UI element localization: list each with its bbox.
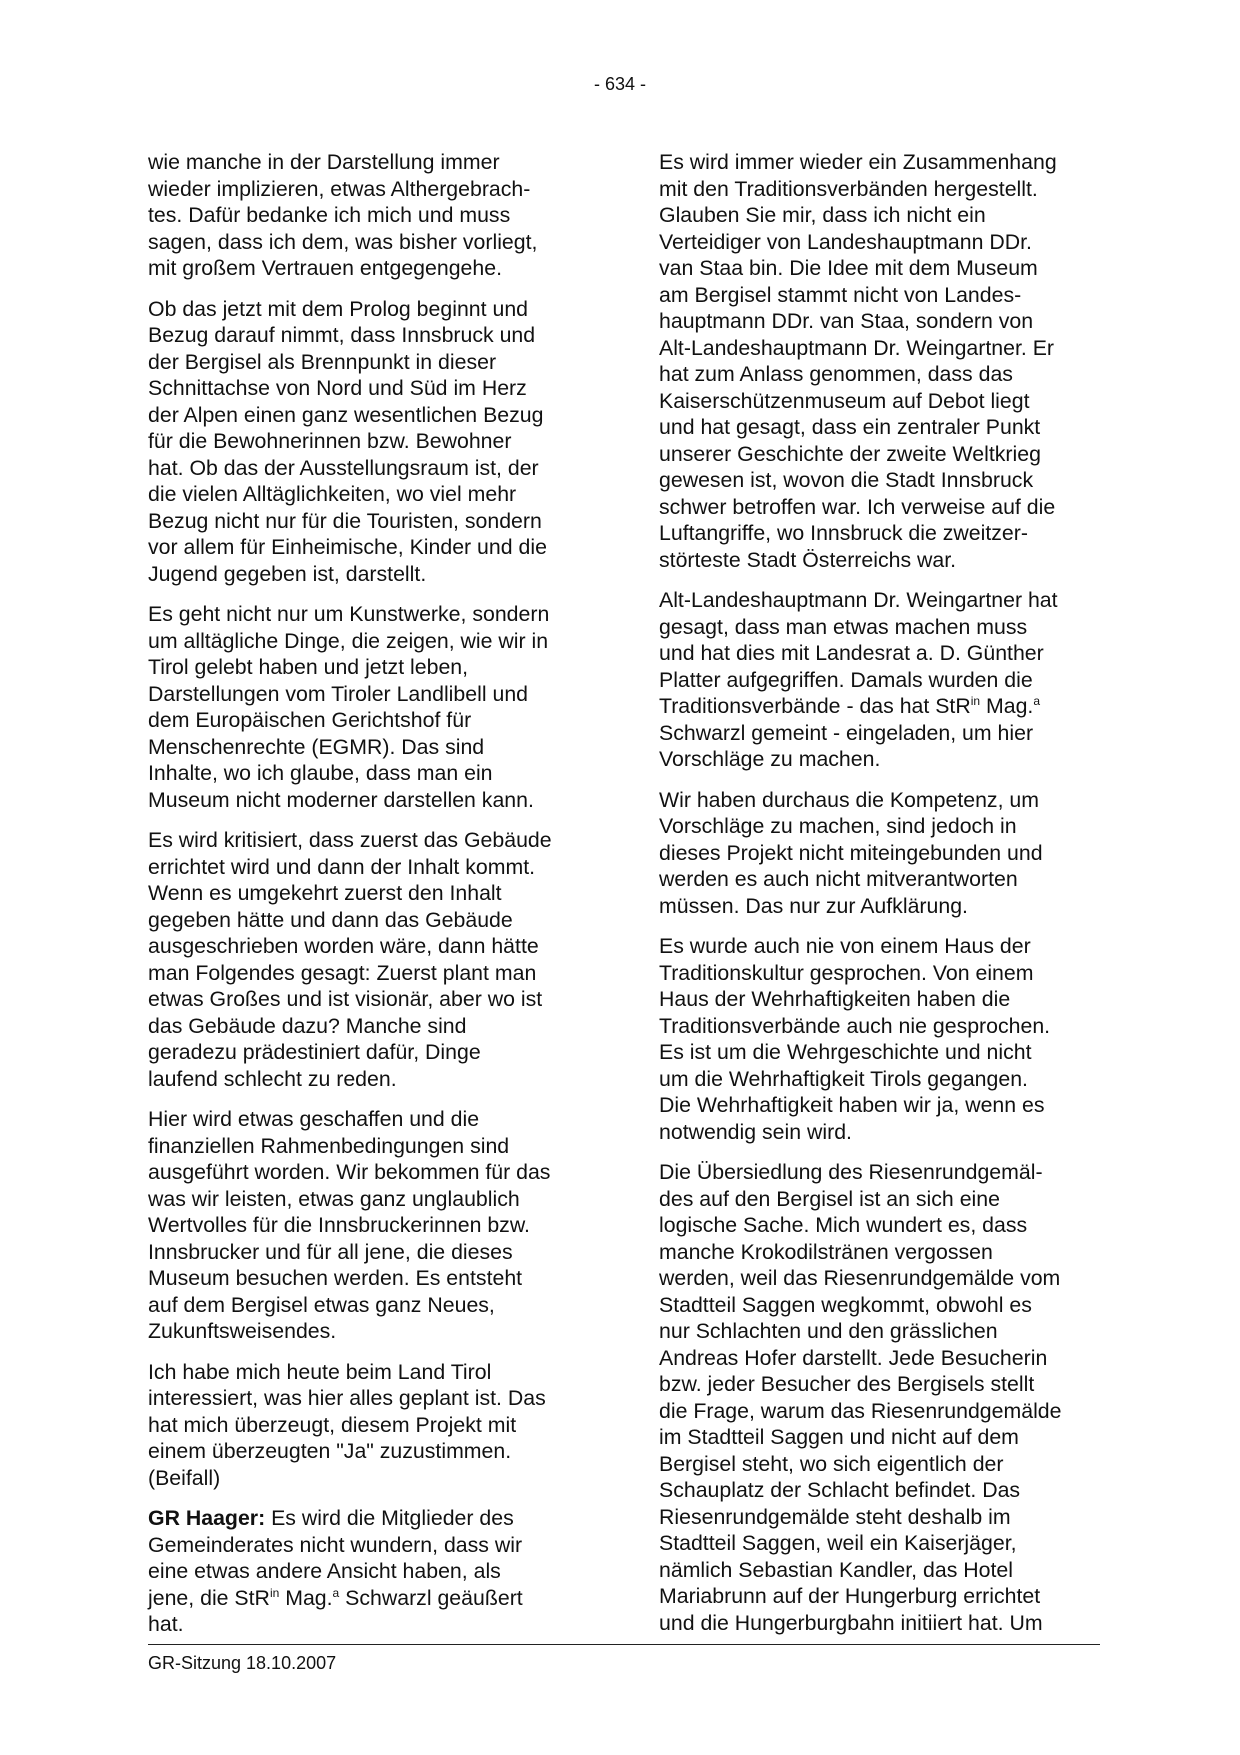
paragraph-text: Es wird die Mitglieder des Gemeinderates nicht wundern, dass wir eine etwas andere Ansicht haben, als jene, die StR (148, 1506, 523, 1610)
paragraph: Wir haben durchaus die Kompetenz, um Vorschläge zu machen, sind jedoch in dieses Projekt nicht miteingebunden und werden es auch nicht mitverantworten müssen. Das nur zur Aufklärung. (659, 787, 1043, 918)
superscript: a (332, 1585, 340, 1600)
paragraph (659, 587, 1101, 773)
right-column (659, 149, 1101, 1650)
paragraph: Ob das jetzt mit dem Prolog beginnt und Bezug darauf nimmt, dass Innsbruck und der Bergisel als Brennpunkt in dieser Schnittachse von Nord und Süd im Herz der Alpen einen ganz wesentlichen Bezug für die Bewohnerinnen bzw. Bewohner hat. Ob das der Ausstellungsraum ist, der die vielen Alltäglichkeiten, wo viel mehr Bezug nicht nur für die Touristen, sondern vor allem für Einheimische, Kinder und die Jugend gegeben ist, darstellt. (148, 296, 547, 586)
superscript: a (1033, 693, 1041, 708)
paragraph: Es wird immer wieder ein Zusammenhang mit den Traditionsverbänden hergestellt. Glauben Sie mir, dass ich nicht ein Verteidiger von Landeshauptmann DDr. van Staa bin. Die Idee mit dem Museum am Bergisel stammt nicht von Landes- hauptmann DDr. van Staa, sondern von Alt-Landeshauptmann Dr. Weingartner. Er hat zum Anlass genommen, dass das Kaiserschützenmuseum auf Debot liegt und hat gesagt, dass ein zentraler Punkt unserer Geschichte der zweite Weltkrieg gewesen ist, wovon die Stadt Innsbruck schwer betroffen war. Ich verweise auf die Luftangriffe, wo Innsbruck die zweitzer- störteste Stadt Österreichs war. (659, 150, 1057, 572)
paragraph: Die Übersiedlung des Riesenrundgemäl- des auf den Bergisel ist an sich eine logische Sache. Mich wundert es, dass manche Krokodilstränen vergossen werden, weil das Riesenrundgemälde vom Stadtteil Saggen wegkommt, obwohl es nur Schlachten und den grässlichen Andreas Hofer darstellt. Jede Besucherin bzw. jeder Besucher des Bergisels stellt die Frage, warum das Riesenrundgemälde im Stadtteil Saggen und nicht auf dem Bergisel steht, wo sich eigentlich der Schauplatz der Schlacht befindet. Das Riesenrundgemälde steht deshalb im Stadtteil Saggen, weil ein Kaiserjäger, nämlich Sebastian Kandler, das Hotel Mariabrunn auf der Hungerburg errichtet und die Hungerburgbahn initiiert hat. Um (659, 1160, 1062, 1635)
footer-text: GR-Sitzung 18.10.2007 (148, 1653, 337, 1673)
paragraph-text: Alt-Landeshauptmann Dr. Weingartner hat gesagt, dass man etwas machen muss und hat dies mit Landesrat a. D. Günther Platter aufgegriffen. Damals wurden die Traditionsverbände - das hat StR (659, 588, 1058, 718)
paragraph: Es geht nicht nur um Kunstwerke, sondern um alltägliche Dinge, die zeigen, wie wir in Tirol gelebt haben und jetzt leben, Darstellungen vom Tiroler Landlibell und dem Europäischen Gerichtshof für Menschenrechte (EGMR). Das sind Inhalte, wo ich glaube, dass man ein Museum nicht moderner darstellen kann. (148, 602, 550, 812)
speaker-name: GR Haager: (148, 1506, 266, 1530)
paragraph-text: Schwarzl gemeint - eingeladen, um hier Vorschläge zu machen. (659, 720, 1034, 771)
paragraph: Es wird kritisiert, dass zuerst das Gebäude errichtet wird und dann der Inhalt kommt. Wenn es umgekehrt zuerst den Inhalt gegeben hätte und dann das Gebäude ausgeschrieben worden wäre, dann hätte man Folgendes gesagt: Zuerst plant man etwas Großes und ist visionär, aber wo ist das Gebäude dazu? Manche sind geradezu prädestiniert dafür, Dinge laufend schlecht zu reden. (148, 828, 552, 1091)
left-column (148, 149, 590, 1652)
paragraph: wie manche in der Darstellung immer wieder implizieren, etwas Althergebrach- tes. Dafür bedanke ich mich und muss sagen, dass ich dem, was bisher vorliegt, mit großem Vertrauen entgegengehe. (148, 150, 538, 280)
superscript: in (970, 693, 981, 708)
paragraph-text: Schwarzl geäußert hat. (148, 1585, 523, 1636)
speaker-paragraph (148, 1505, 590, 1638)
paragraph: Ich habe mich heute beim Land Tirol interessiert, was hier alles geplant ist. Das hat mich überzeugt, diesem Projekt mit einem überzeugten "Ja" zuzustimmen. (Beifall) (148, 1359, 546, 1490)
paragraph-text: Mag. (279, 1585, 333, 1610)
page-number: - 634 - (593, 74, 647, 94)
paragraph: Es wurde auch nie von einem Haus der Traditionskultur gesprochen. Von einem Haus der Wehrhaftigkeiten haben die Traditionsverbände auch nie gesprochen. Es ist um die Wehrgeschichte und nicht um die Wehrhaftigkeit Tirols gegangen. Die Wehrhaftigkeit haben wir ja, wenn es notwendig sein wird. (659, 934, 1051, 1144)
footer-divider (148, 1644, 1100, 1645)
superscript: in (269, 1585, 280, 1600)
paragraph: Hier wird etwas geschaffen und die finanziellen Rahmenbedingungen sind ausgeführt worden. Wir bekommen für das was wir leisten, etwas ganz unglaublich Wertvolles für die Innsbruckerinnen bzw. Innsbrucker und für all jene, die dieses Museum besuchen werden. Es entsteht auf dem Bergisel etwas ganz Neues, Zukunftsweisendes. (148, 1107, 551, 1343)
paragraph-text: Mag. (980, 694, 1034, 718)
